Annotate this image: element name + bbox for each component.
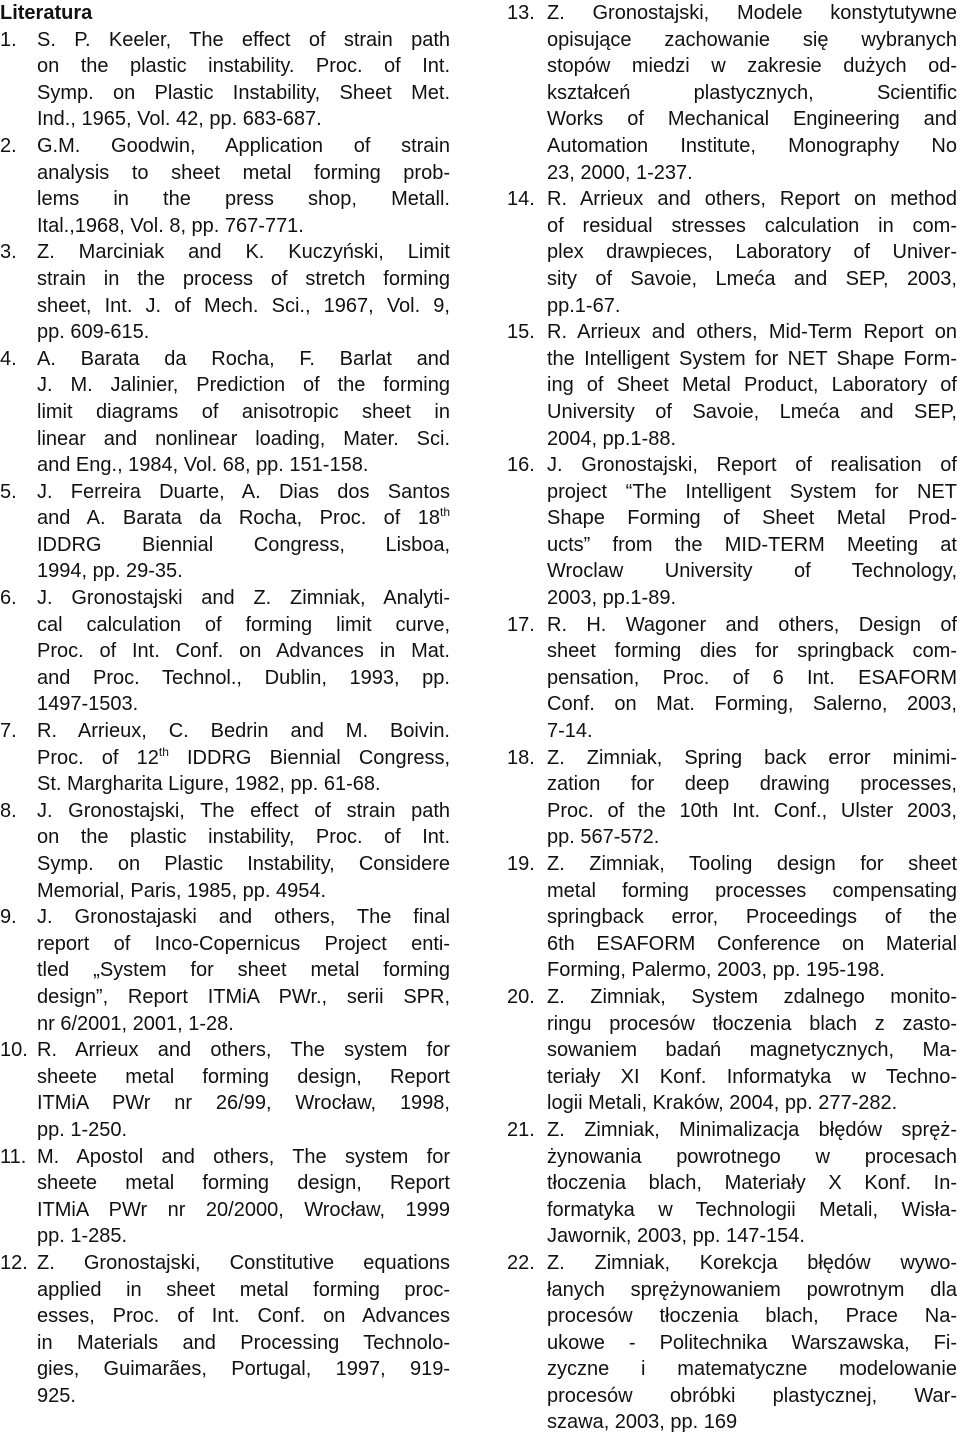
reference-number: 5. <box>0 480 17 503</box>
reference-line: sheet forming dies for springback com- <box>547 640 957 663</box>
reference-text <box>547 1250 957 1436</box>
reference-line: 925. <box>37 1384 76 1407</box>
reference-line: Z. Gronostajski, Modele konstytutywne <box>547 2 957 24</box>
reference-number: 14. <box>507 188 535 211</box>
reference-number: 1. <box>0 28 17 51</box>
reference-text <box>547 851 957 984</box>
reference-number: 12. <box>0 1251 28 1274</box>
reference-item <box>507 1250 957 1436</box>
reference-line: and A. Barata da Rocha, Proc. of 18th <box>37 505 450 530</box>
reference-text <box>37 239 450 345</box>
reference-line: IDDRG Biennial Congress, Lisboa, <box>37 533 450 556</box>
reference-number: 21. <box>507 1118 535 1141</box>
reference-line: design”, Report ITMiA PWr., serii SPR, <box>37 985 450 1008</box>
reference-line: zyczne i matematyczne modelowanie <box>547 1358 957 1381</box>
reference-line: sheete metal forming design, Report <box>37 1065 450 1088</box>
reference-line: University of Savoie, Lmeća and SEP, <box>547 400 957 423</box>
reference-line: R. Arrieux and others, Report on method <box>547 188 957 211</box>
reference-text <box>37 346 450 479</box>
reference-text <box>37 718 450 798</box>
reference-line: Automation Institute, Monography No <box>547 134 957 157</box>
ordinal-superscript: th <box>158 744 169 759</box>
reference-number: 2. <box>0 134 17 157</box>
reference-text <box>37 27 450 133</box>
reference-line: Z. Zimniak, Tooling design for sheet <box>547 853 957 875</box>
reference-line: metal forming processes compensating <box>547 879 957 902</box>
reference-number: 4. <box>0 347 17 370</box>
reference-line: Z. Zimniak, Korekcja błędów wywo- <box>547 1251 957 1274</box>
reference-line: linear and nonlinear loading, Mater. Sci. <box>37 427 450 450</box>
reference-line: pp. 609-615. <box>37 321 150 344</box>
reference-item <box>0 239 450 345</box>
reference-line: M. Apostol and others, The system for <box>37 1145 450 1168</box>
reference-number: 7. <box>0 720 17 743</box>
reference-item <box>0 585 450 718</box>
reference-line: and Eng., 1984, Vol. 68, pp. 151-158. <box>37 454 369 477</box>
reference-line: on the plastic instability, Proc. of Int. <box>37 826 450 849</box>
reference-line: of residual stresses calculation in com- <box>547 214 957 237</box>
reference-item <box>507 0 957 186</box>
reference-line: sowaniem badań magnetycznych, Ma- <box>547 1039 957 1062</box>
reference-line: in Materials and Processing Technolo- <box>37 1331 450 1354</box>
reference-number: 8. <box>0 799 17 822</box>
reference-line: analysis to sheet metal forming prob- <box>37 161 450 184</box>
reference-line: Z. Marciniak and K. Kuczyński, Limit <box>37 241 450 264</box>
reference-line: Symp. on Plastic Instability, Sheet Met. <box>37 81 450 104</box>
reference-item <box>0 1144 450 1250</box>
reference-line: Proc. of 12th IDDRG Biennial Congress, <box>37 744 450 769</box>
reference-line: 1497-1503. <box>37 693 139 716</box>
reference-line: procesów obróbki plastycznej, War- <box>547 1384 957 1407</box>
reference-line: lems in the press shop, Metall. <box>37 188 450 211</box>
reference-line: and Proc. Technol., Dublin, 1993, pp. <box>37 666 450 689</box>
reference-line: cal calculation of forming limit curve, <box>37 613 450 636</box>
reference-line: ITMiA PWr nr 26/99, Wrocław, 1998, <box>37 1092 450 1115</box>
reference-line: nr 6/2001, 2001, 1-28. <box>37 1012 234 1035</box>
reference-line: 7-14. <box>547 720 593 743</box>
reference-number: 6. <box>0 587 17 610</box>
reference-number: 13. <box>507 2 535 24</box>
reference-line: pensation, Proc. of 6 Int. ESAFORM <box>547 666 957 689</box>
reference-line: strain in the process of stretch forming <box>37 267 450 290</box>
reference-line: springback error, Proceedings of the <box>547 906 957 929</box>
reference-number: 17. <box>507 613 535 636</box>
reference-line: Memorial, Paris, 1985, pp. 4954. <box>37 879 327 902</box>
reference-text <box>37 133 450 239</box>
reference-line: 23, 2000, 1-237. <box>547 161 693 184</box>
reference-line: J. Gronostajaski and others, The final <box>37 906 450 929</box>
reference-text <box>37 1037 450 1143</box>
reference-text <box>547 745 957 851</box>
reference-text <box>547 984 957 1117</box>
reference-text <box>547 612 957 745</box>
reference-number: 19. <box>507 853 535 875</box>
reference-line: S. P. Keeler, The effect of strain path <box>37 28 450 51</box>
reference-text <box>547 1117 957 1250</box>
reference-number: 22. <box>507 1251 535 1274</box>
reference-number: 9. <box>0 906 17 929</box>
reference-line: J. M. Jalinier, Prediction of the forming <box>37 374 450 397</box>
reference-line: sheet, Int. J. of Mech. Sci., 1967, Vol. 9, <box>37 294 450 317</box>
reference-line: J. Gronostajski and Z. Zimniak, Analyti- <box>37 587 450 610</box>
reference-line: pp. 1-285. <box>37 1225 128 1248</box>
reference-item <box>507 452 957 612</box>
reference-line: łanych sprężynowaniem powrotnym dla <box>547 1278 957 1301</box>
reference-item <box>0 798 450 904</box>
reference-line: Shape Forming of Sheet Metal Prod- <box>547 507 957 530</box>
reference-item <box>507 984 957 1117</box>
reference-item <box>0 133 450 239</box>
reference-line: plex drawpieces, Laboratory of Univer- <box>547 241 957 264</box>
reference-text <box>547 452 957 612</box>
reference-line: gies, Guimarães, Portugal, 1997, 919- <box>37 1358 450 1381</box>
reference-line: teriały XI Konf. Informatyka w Techno- <box>547 1065 957 1088</box>
reference-item <box>507 1117 957 1250</box>
reference-line: tled „System for sheet metal forming <box>37 959 450 982</box>
reference-line: Ital.,1968, Vol. 8, pp. 767-771. <box>37 214 304 237</box>
reference-line: ing of Sheet Metal Product, Laboratory of <box>547 374 957 397</box>
reference-line: R. Arrieux and others, The system for <box>37 1039 450 1062</box>
reference-line: ucts” from the MID-TERM Meeting at <box>547 533 957 556</box>
reference-line: Z. Zimniak, Spring back error minimi- <box>547 746 957 769</box>
reference-line: 6th ESAFORM Conference on Material <box>547 932 957 955</box>
reference-item <box>0 904 450 1037</box>
ordinal-superscript: th <box>439 505 450 520</box>
reference-line: Jawornik, 2003, pp. 147-154. <box>547 1225 805 1248</box>
reference-text <box>37 904 450 1037</box>
reference-number: 15. <box>507 321 535 344</box>
reference-line: R. H. Wagoner and others, Design of <box>547 613 957 636</box>
reference-line: formatyka w Technologii Metali, Wisła- <box>547 1198 957 1221</box>
reference-line: on the plastic instability. Proc. of Int. <box>37 55 450 78</box>
reference-line: St. Margharita Ligure, 1982, pp. 61-68. <box>37 773 381 796</box>
reference-number: 10. <box>0 1039 28 1062</box>
reference-line: J. Gronostajski, The effect of strain path <box>37 799 450 822</box>
reference-line: Forming, Palermo, 2003, pp. 195-198. <box>547 959 885 982</box>
reference-line: ukowe - Politechnika Warszawska, Fi- <box>547 1331 957 1354</box>
reference-line: Symp. on Plastic Instability, Considere <box>37 853 450 875</box>
reference-item <box>0 479 450 585</box>
reference-line: 2004, pp.1-88. <box>547 427 676 450</box>
reference-line: A. Barata da Rocha, F. Barlat and <box>37 347 450 370</box>
reference-text <box>37 585 450 718</box>
reference-item <box>0 1250 450 1410</box>
reference-line: R. Arrieux, C. Bedrin and M. Boivin. <box>37 720 450 743</box>
reference-line: applied in sheet metal forming proc- <box>37 1278 450 1301</box>
reference-line: J. Ferreira Duarte, A. Dias dos Santos <box>37 480 450 503</box>
reference-line: stopów miedzi w zakresie dużych od- <box>547 55 957 78</box>
reference-list-left <box>0 27 450 1410</box>
reference-list-right <box>507 0 957 1436</box>
reference-line: Z. Zimniak, System zdalnego monito- <box>547 985 957 1008</box>
reference-text <box>547 186 957 319</box>
reference-line: G.M. Goodwin, Application of strain <box>37 134 450 157</box>
reference-line: pp. 567-572. <box>547 826 660 849</box>
reference-line: sity of Savoie, Lmeća and SEP, 2003, <box>547 267 957 290</box>
reference-item <box>0 27 450 133</box>
reference-line: Proc. of the 10th Int. Conf., Ulster 2003, <box>547 799 957 822</box>
reference-text <box>547 319 957 452</box>
reference-text <box>37 479 450 585</box>
reference-line: pp.1-67. <box>547 294 621 317</box>
section-heading: Literatura <box>0 2 93 24</box>
reference-item <box>507 851 957 984</box>
reference-line: opisujące zachowanie się wybranych <box>547 28 957 51</box>
right-column <box>507 0 957 1436</box>
reference-number: 18. <box>507 746 535 769</box>
reference-number: 3. <box>0 241 17 264</box>
reference-line: procesów tłoczenia blach, Prace Na- <box>547 1305 957 1328</box>
reference-line: ITMiA PWr nr 20/2000, Wrocław, 1999 <box>37 1198 450 1221</box>
reference-line: Z. Gronostajski, Constitutive equations <box>37 1251 450 1274</box>
reference-text <box>547 0 957 186</box>
reference-line: 2003, pp.1-89. <box>547 587 676 610</box>
reference-item <box>0 346 450 479</box>
reference-item <box>507 745 957 851</box>
reference-text <box>37 798 450 904</box>
reference-text <box>37 1144 450 1250</box>
reference-line: sheete metal forming design, Report <box>37 1172 450 1195</box>
reference-number: 16. <box>507 454 535 477</box>
reference-line: Wroclaw University of Technology, <box>547 560 957 583</box>
reference-line: Conf. on Mat. Forming, Salerno, 2003, <box>547 693 957 716</box>
reference-line: project “The Intelligent System for NET <box>547 480 957 503</box>
reference-text <box>37 1250 450 1410</box>
reference-item <box>0 718 450 798</box>
reference-line: logii Metali, Kraków, 2004, pp. 277-282. <box>547 1092 898 1115</box>
reference-line: tłoczenia blach, Materiały X Konf. In- <box>547 1172 957 1195</box>
reference-line: pp. 1-250. <box>37 1118 128 1141</box>
reference-item <box>507 186 957 319</box>
reference-line: Ind., 1965, Vol. 42, pp. 683-687. <box>37 108 322 131</box>
left-column <box>0 0 450 1409</box>
reference-line: ringu procesów tłoczenia blach z zasto- <box>547 1012 957 1035</box>
reference-line: report of Inco-Copernicus Project enti- <box>37 932 450 955</box>
reference-line: esses, Proc. of Int. Conf. on Advances <box>37 1305 450 1328</box>
reference-line: żynowania powrotnego w procesach <box>547 1145 957 1168</box>
reference-line: the Intelligent System for NET Shape Form- <box>547 347 957 370</box>
reference-line: limit diagrams of anisotropic sheet in <box>37 400 450 423</box>
reference-line: J. Gronostajski, Report of realisation of <box>547 454 957 477</box>
reference-item <box>0 1037 450 1143</box>
reference-line: Z. Zimniak, Minimalizacja błędów spręż- <box>547 1118 957 1141</box>
reference-number: 20. <box>507 985 535 1008</box>
reference-line: R. Arrieux and others, Mid-Term Report on <box>547 321 957 344</box>
reference-line: Proc. of Int. Conf. on Advances in Mat. <box>37 640 450 663</box>
reference-item <box>507 319 957 452</box>
reference-item <box>507 612 957 745</box>
reference-line: Works of Mechanical Engineering and <box>547 108 957 131</box>
reference-line: kształceń plastycznych, Scientific <box>547 81 957 104</box>
reference-line: 1994, pp. 29-35. <box>37 560 183 583</box>
reference-line: zation for deep drawing processes, <box>547 773 957 796</box>
reference-line: szawa, 2003, pp. 169 <box>547 1411 738 1434</box>
reference-number: 11. <box>0 1145 27 1168</box>
